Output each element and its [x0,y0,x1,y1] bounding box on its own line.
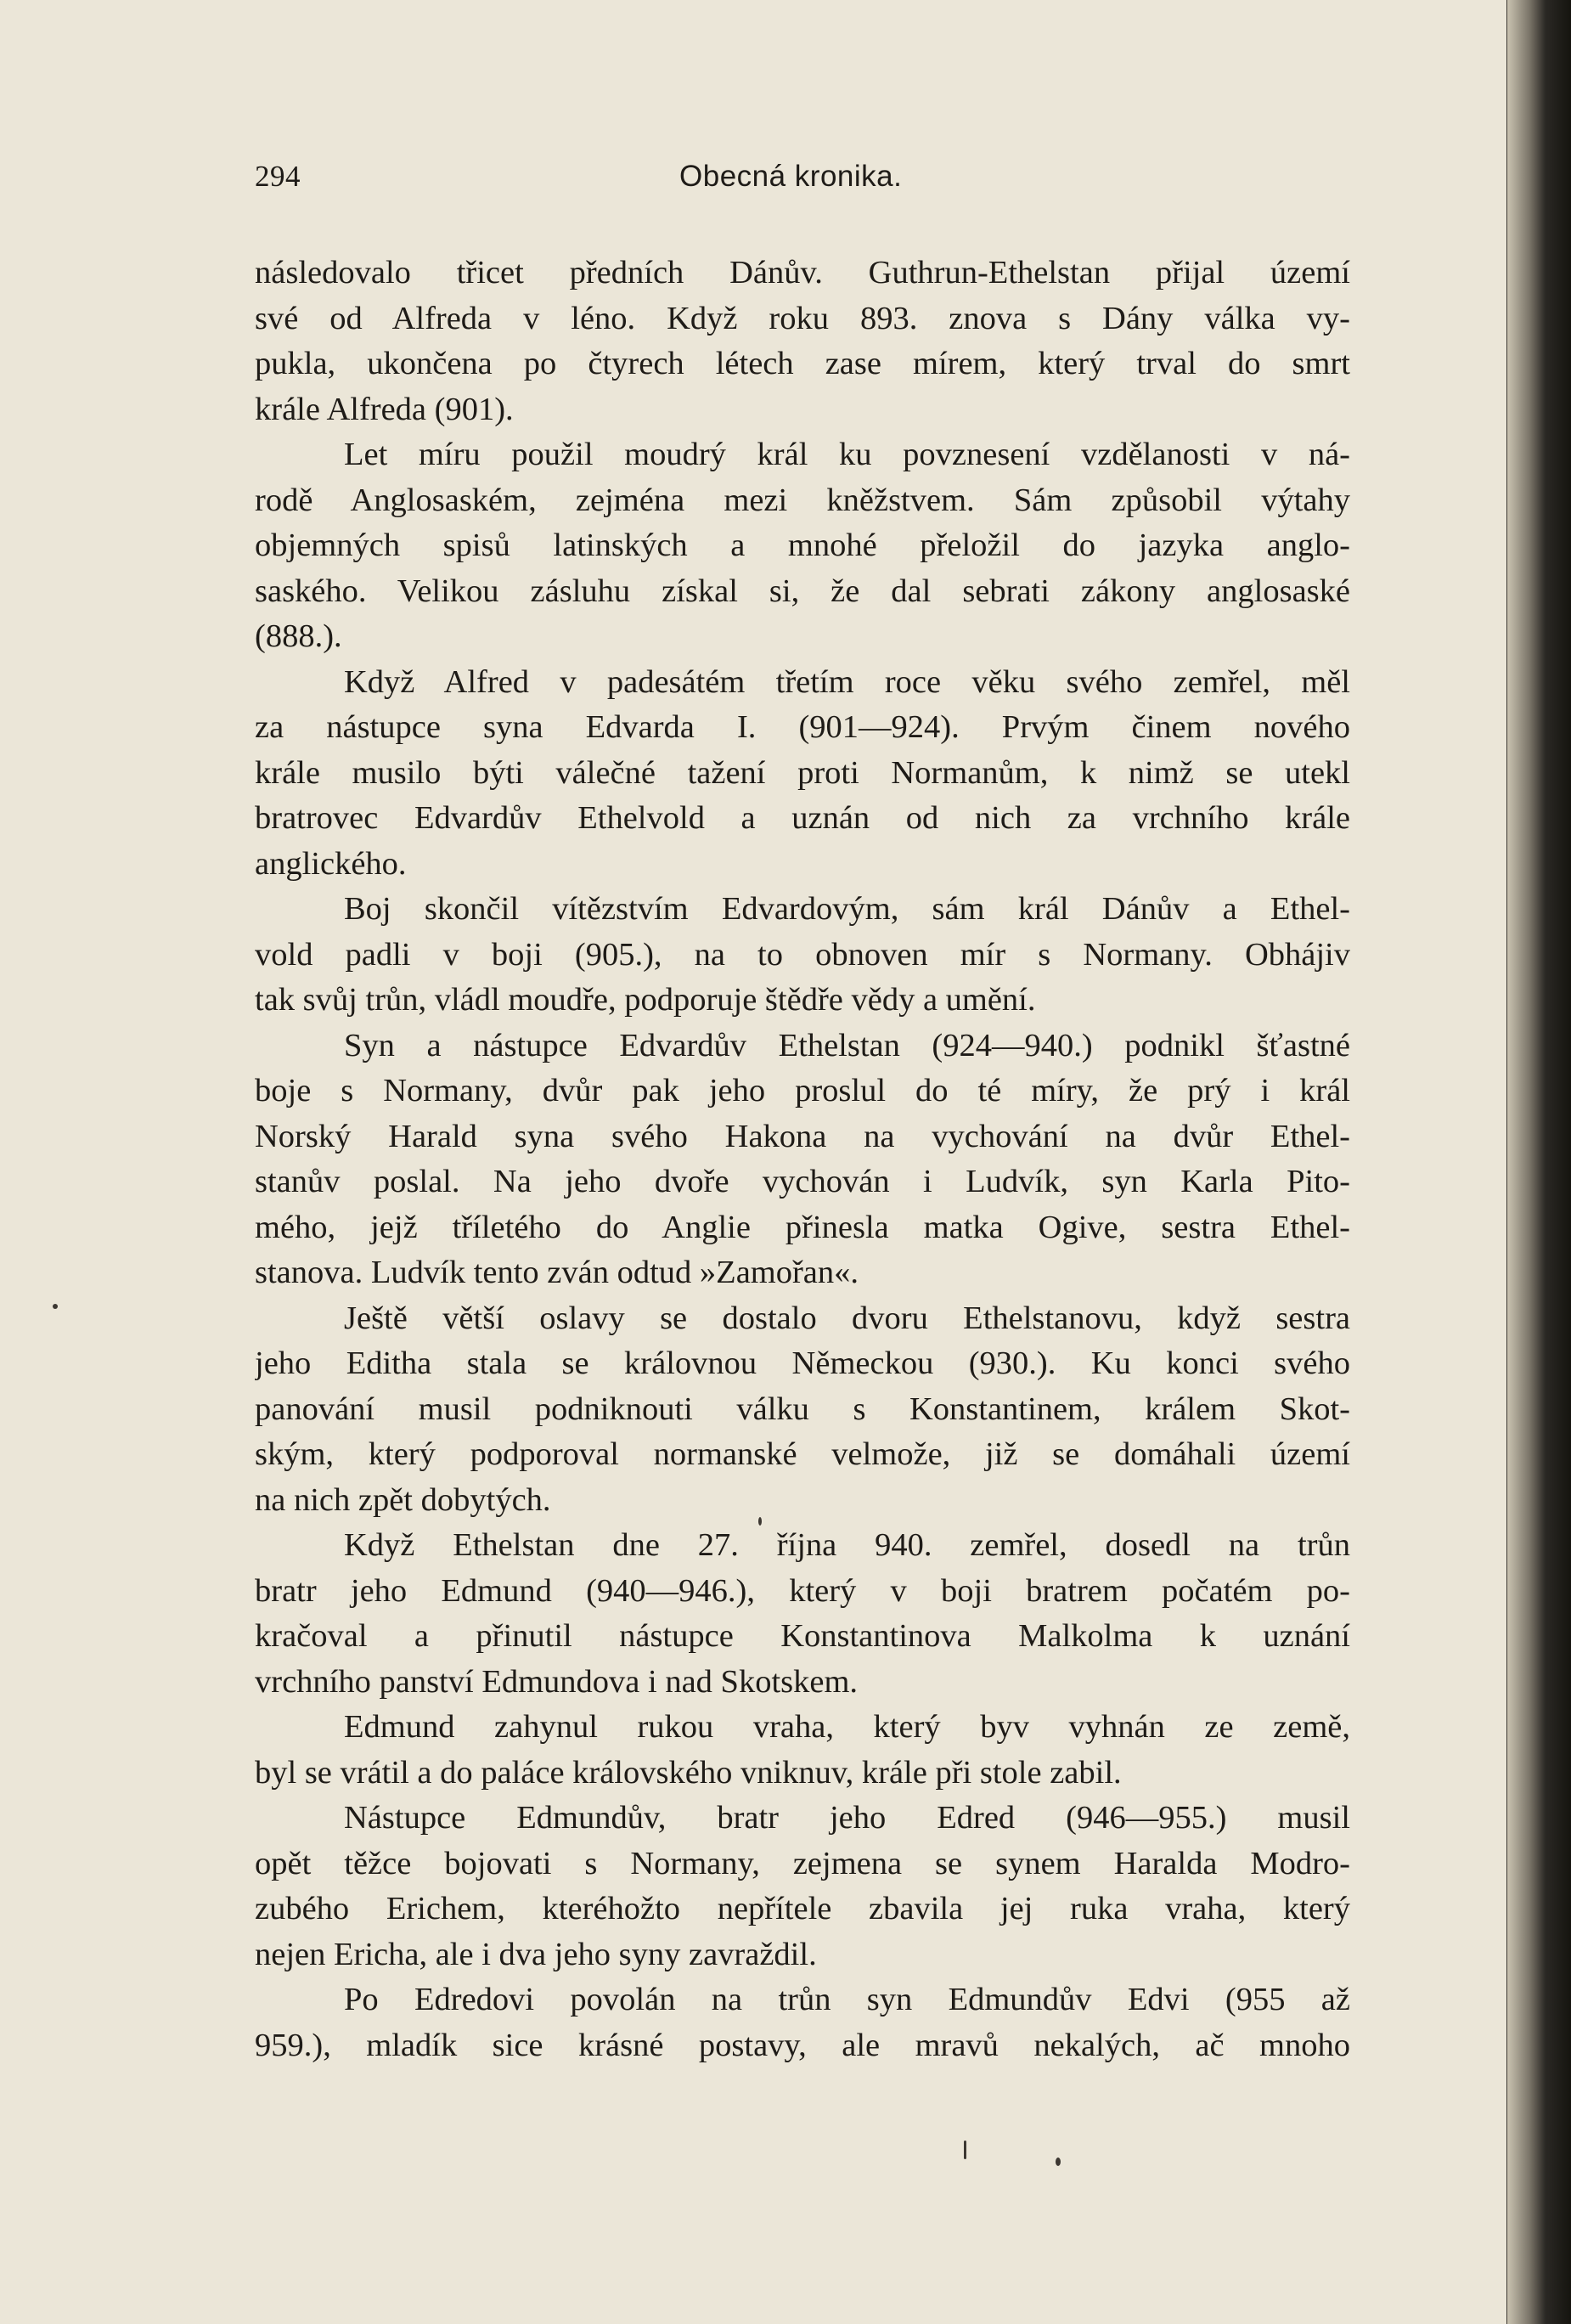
paragraph [255,1796,1350,1977]
text-line: byl se vrátil a do paláce královského vniknuv, krále při stole zabil. [255,1754,1122,1791]
body-text [255,251,1350,2068]
text-line: bratrovec Edvardův Ethelvold a uznán od nich za vrchního krále [255,800,1350,836]
text-line: stanova. Ludvík tento zván odtud »Zamořan«. [255,1255,859,1290]
text-line: rodě Anglosaském, zejména mezi kněžstvem. Sám způsobil výtahy [255,482,1350,518]
scan-speck [964,2141,966,2159]
text-line: Když Ethelstan dne 27. října 940. zemřel, dosedl na trůn [344,1527,1350,1563]
text-line: Edmund zahynul rukou vraha, který byv vyhnán ze země, [344,1709,1350,1745]
text-line: ským, který podporoval normanské velmože, již se domáhali území [255,1436,1350,1472]
scan-speck [758,1517,762,1526]
scan-speck [1056,2158,1061,2166]
text-line: své od Alfreda v léno. Když roku 893. znova s Dány válka vy- [255,300,1350,336]
text-line: anglického. [255,845,407,882]
paragraph [255,1523,1350,1705]
text-line: kračoval a přinutil nástupce Konstantinova Malkolma k uznání [255,1618,1350,1654]
paragraph [255,432,1350,660]
text-line: zubého Erichem, kteréhožto nepřítele zbavila jej ruka vraha, který [255,1891,1350,1926]
text-line: pukla, ukončena po čtyrech létech zase mírem, který trval do smrt [255,346,1350,381]
text-line: Boj skončil vítězstvím Edvardovým, sám král Dánův a Ethel- [344,891,1350,927]
paragraph [255,1296,1350,1524]
paragraph [255,251,1350,432]
text-line: jeho Editha stala se královnou Německou (930.). Ku konci svého [255,1345,1350,1381]
text-line: následovalo třicet předních Dánův. Guthrun-Ethelstan přijal území [255,255,1350,290]
text-line: opět těžce bojovati s Normany, zejmena se synem Haralda Modro- [255,1845,1350,1881]
paragraph [255,887,1350,1024]
text-line: Norský Harald syna svého Hakona na vychování na dvůr Ethel- [255,1118,1350,1154]
text-line: (888.). [255,618,342,654]
text-line: nejen Ericha, ale i dva jeho syny zavraždil. [255,1936,817,1972]
text-line: vrchního panství Edmundova i nad Skotskem. [255,1663,859,1700]
page-number: 294 [255,160,301,193]
paragraph [255,1024,1350,1296]
text-line: 959.), mladík sice krásné postavy, ale mravů nekalých, ač mnoho [255,2027,1350,2063]
text-line: Let míru použil moudrý král ku povznesení vzdělanosti v ná- [344,437,1350,472]
text-line: bratr jeho Edmund (940—946.), který v boji bratrem počatém po- [255,1572,1350,1609]
text-line: krále Alfreda (901). [255,391,514,427]
text-line: Syn a nástupce Edvardův Ethelstan (924—940.) podnikl šťastné [344,1027,1350,1063]
text-line: mého, jejž tříletého do Anglie přinesla matka Ogive, sestra Ethel- [255,1209,1350,1245]
text-line: krále musilo býti válečné tažení proti Normanům, k nimž se utekl [255,754,1350,791]
text-line: boje s Normany, dvůr pak jeho proslul do té míry, že prý i král [255,1073,1350,1108]
text-line: objemných spisů latinských a mnohé přeložil do jazyka anglo- [255,527,1350,563]
text-line: panování musil podniknouti válku s Konstantinem, králem Skot- [255,1390,1350,1427]
text-line: Když Alfred v padesátém třetím roce věku svého zemřel, měl [344,663,1350,700]
text-line: saského. Velikou zásluhu získal si, že dal sebrati zákony anglosaské [255,573,1350,609]
text-line: za nástupce syna Edvarda I. (901—924). Prvým činem nového [255,709,1350,745]
text-line: Ještě větší oslavy se dostalo dvoru Ethelstanovu, když sestra [344,1300,1350,1336]
text-line: na nich zpět dobytých. [255,1481,551,1518]
running-title: Obecná kronika. [679,160,903,193]
paragraph [255,1977,1350,2068]
paragraph [255,660,1350,888]
text-line: Nástupce Edmundův, bratr jeho Edred (946—955.) musil [344,1800,1350,1836]
text-line: Po Edredovi povolán na trůn syn Edmundův Edvi (955 až [344,1982,1350,2017]
text-line: tak svůj trůn, vládl moudře, podporuje štědře vědy a umění. [255,982,1036,1018]
book-binding-edge [1507,0,1571,2324]
scan-speck [53,1304,58,1309]
paragraph [255,1705,1350,1796]
page-header [255,160,1350,202]
text-line: stanův poslal. Na jeho dvoře vychován i Ludvík, syn Karla Pito- [255,1164,1350,1199]
text-line: vold padli v boji (905.), na to obnoven mír s Normany. Obhájiv [255,936,1350,973]
